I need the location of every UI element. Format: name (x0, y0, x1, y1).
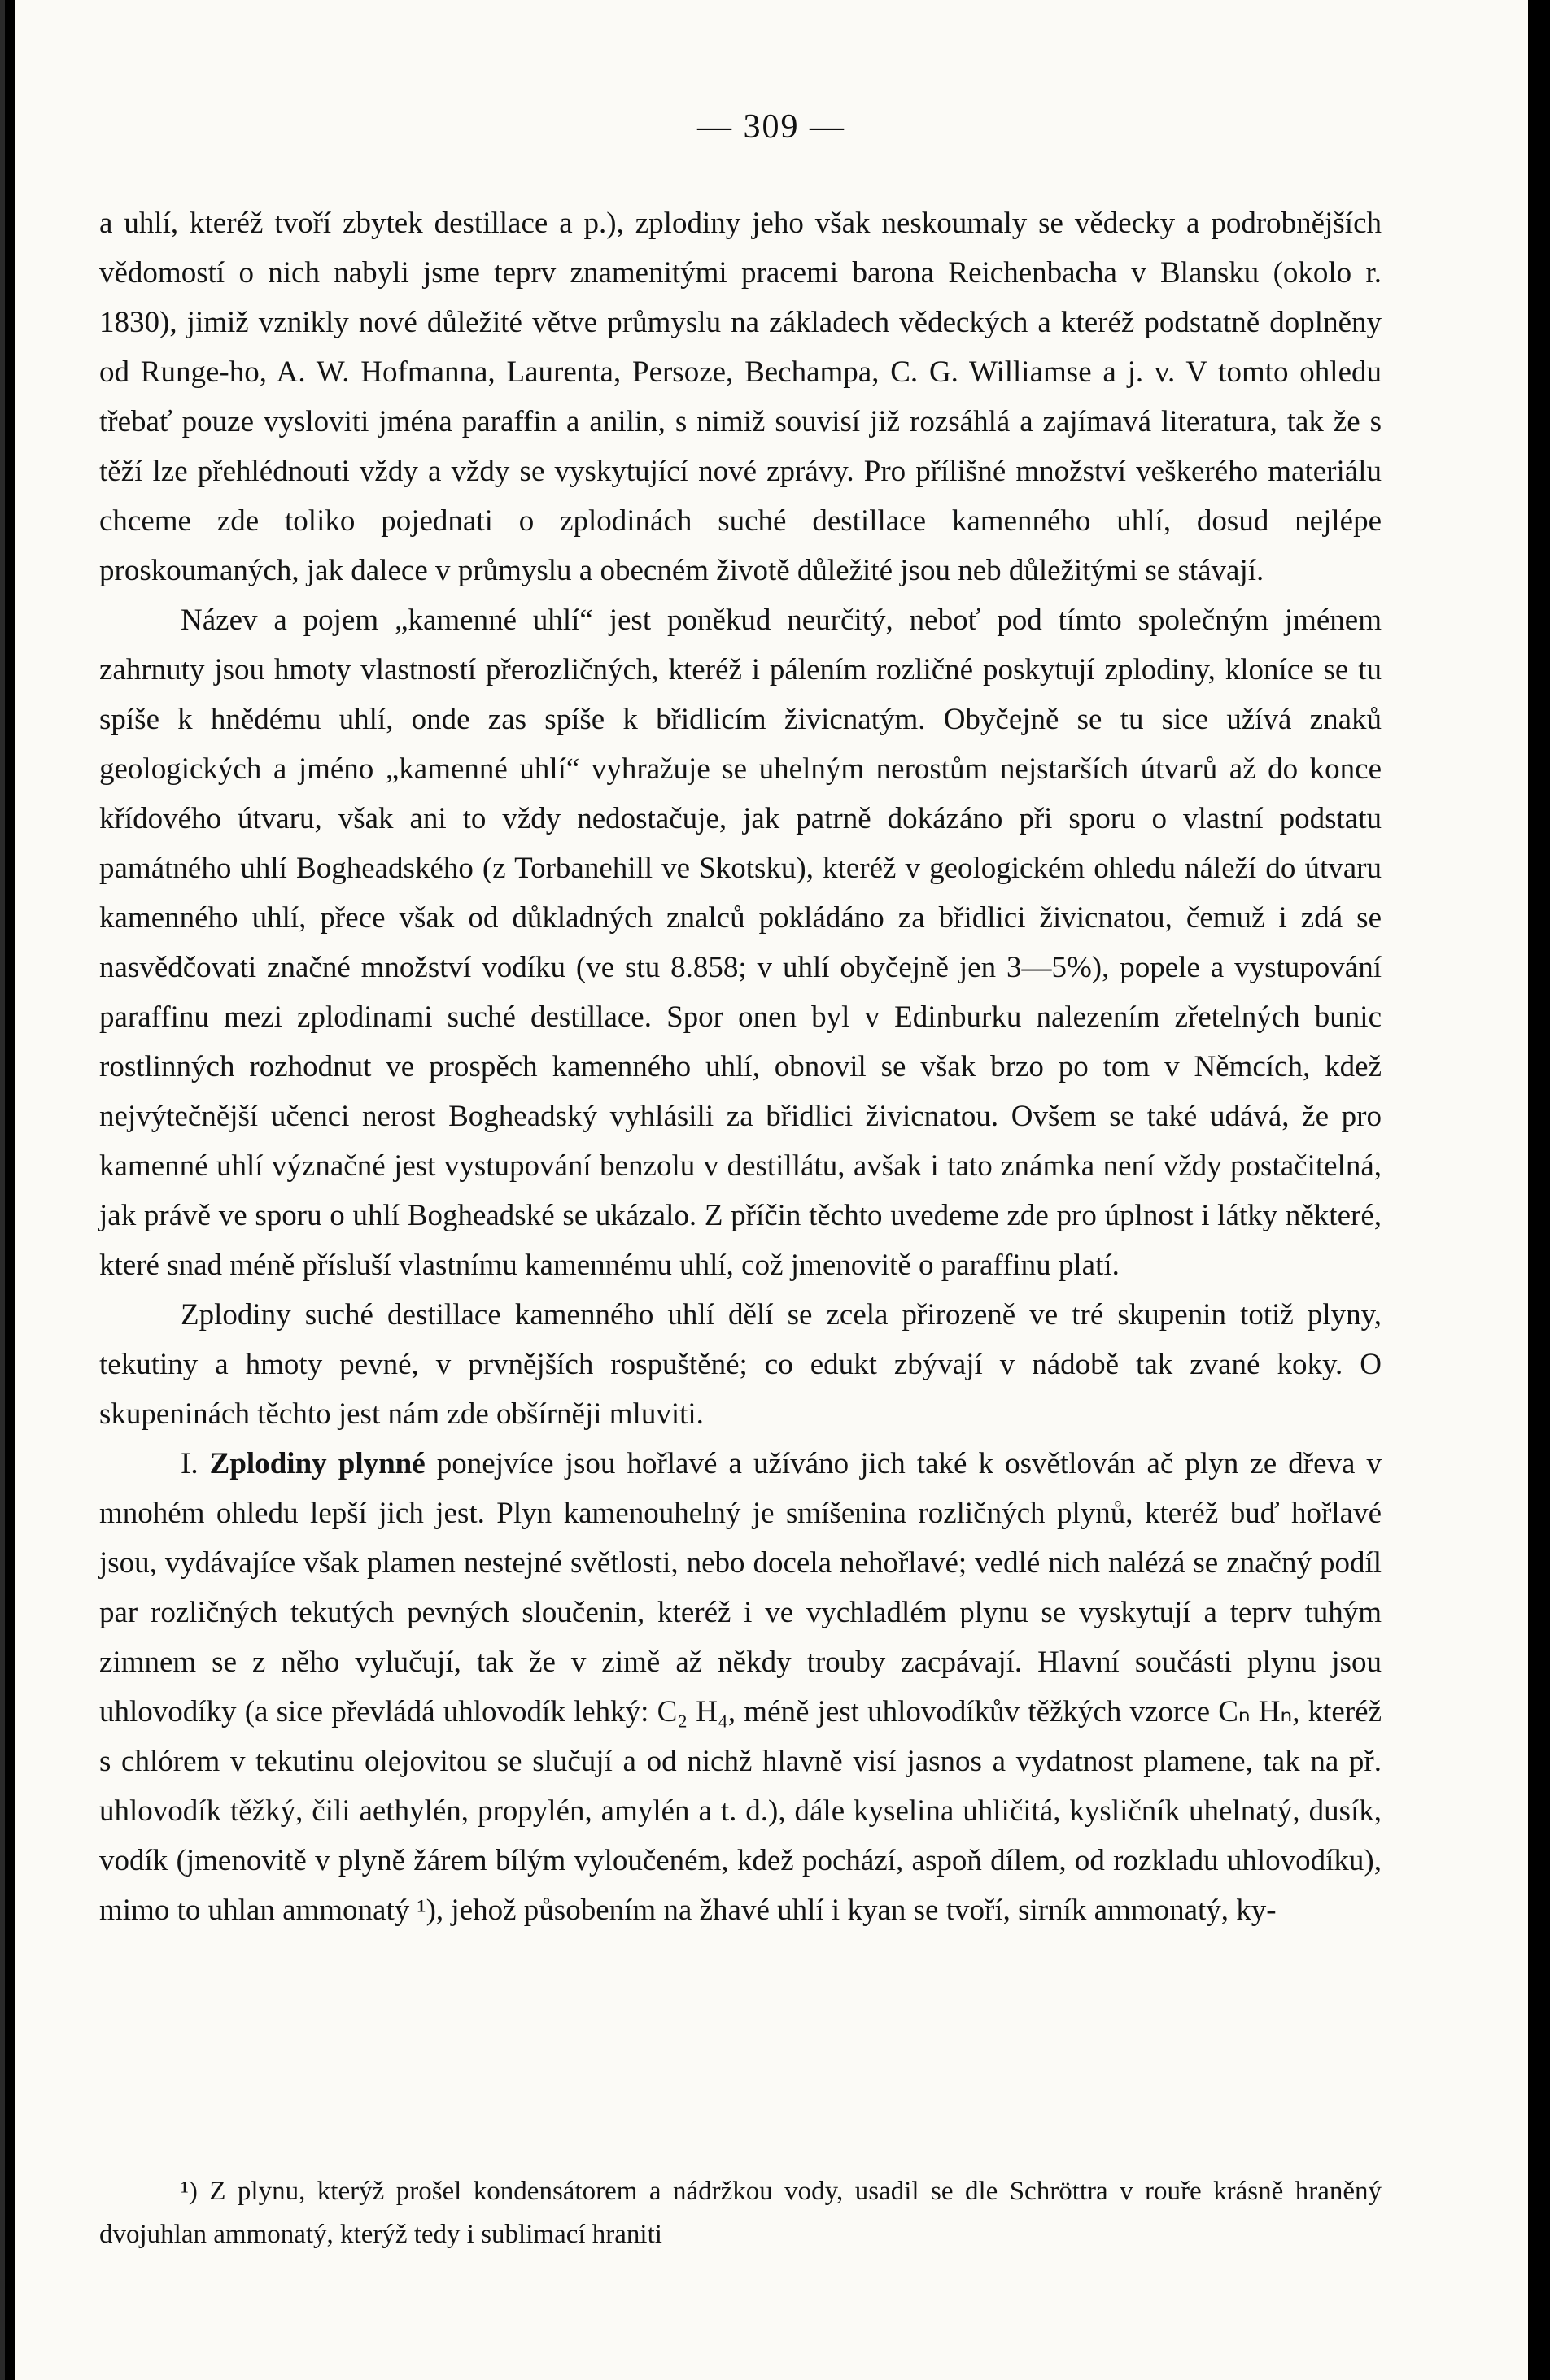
scan-edge (0, 0, 5, 2380)
section-number: I. (181, 1447, 199, 1480)
section-text: ponejvíce jsou hořlavé a užíváno jich také k osvětlován ač plyn ze dřeva v mnohém ohledu lepší jich jest. Plyn kamenouhelný je smíšenina rozličných plynů, kteréž buď hořlavé jsou, vydávajíce však plamen nestejné světlosti, nebo docela nehořlavé; vedlé nich nalézá se značný podíl par rozličných tekutých pevných sloučenin, kteréž i ve vychladlém plynu se vyskytují a teprv tuhým zimnem se z něho vylučují, tak že v zimě až někdy trouby zacpávají. Hlavní součásti plynu jsou uhlovodíky (a sice převládá uhlovodík lehký: C₂ H₄, méně jest uhlovodíkův těžkých vzorce Cₙ Hₙ, kteréž s chlórem v tekutinu olejovitou se slučují a od nichž hlavně visí jasnos a vydatnost plamene, tak na př. uhlovodík těžký, čili aethylén, propylén, amylén a t. d.), dále kyselina uhličitá, kysličník uhelnatý, dusík, vodík (jmenovitě v plyně žárem bílým vyloučeném, kdež pochází, aspoň dílem, od rozkladu uhlovodíku), mimo to uhlan ammonatý ¹), jehož působením na žhavé uhlí i kyan se tvoří, sirník ammonatý, ky- (99, 1447, 1382, 1927)
page-number: — 309 — (697, 108, 845, 146)
paragraph-2: Název a pojem „kamenné uhlí“ jest poněkud neurčitý, neboť pod tímto společným jménem zahrnuty jsou hmoty vlastností přerozličných, kteréž i pálením rozličné poskytují zplodiny, kloníce se tu spíše k hnědému uhlí, onde zas spíše k břidlicím živicnatým. Obyčejně se tu sice užívá znaků geologických a jméno „kamenné uhlí“ vyhražuje se uhelným nerostům nejstarších útvarů až do konce křídového útvaru, však ani to vždy nedostačuje, jak patrně dokázáno při sporu o vlastní podstatu památného uhlí Bogheadského (z Torbanehill ve Skotsku), kteréž v geologickém ohledu náleží do útvaru kamenného uhlí, přece však od důkladných znalců pokládáno za břidlici živicnatou, čemuž i zdá se nasvědčovati značné množství vodíku (ve stu 8.858; v uhlí obyčejně jen 3—5%), popele a vystupování paraffinu mezi zplodinami suché destillace. Spor onen byl v Edinburku nalezením zřetelných bunic rostlinných rozhodnut ve prospěch kamenného uhlí, obnovil se však brzo po tom v Němcích, kdež nejvýtečnější učenci nerost Bogheadský vyhlásili za břidlici živicnatou. Ovšem se také udává, že pro kamenné uhlí význačné jest vystupování benzolu v destillátu, avšak i tato známka není vždy postačitelná, jak právě ve sporu o uhlí Bogheadské se ukázalo. Z příčin těchto uvedeme zde pro úplnost i látky některé, které snad méně přísluší vlastnímu kamennému uhlí, což jmenovitě o paraffinu platí. (99, 604, 1382, 1282)
paragraph-3: Zplodiny suché destillace kamenného uhlí dělí se zcela přirozeně ve tré skupenin totiž plyny, tekutiny a hmoty pevné, v prvnějších rospuštěné; co edukt zbývají v nádobě tak zvané koky. O skupeninách těchto jest nám zde obšírněji mluviti. (99, 1298, 1382, 1431)
section-title: Zplodiny plynné (209, 1447, 426, 1480)
paragraph-1: a uhlí, kteréž tvoří zbytek destillace a p.), zplodiny jeho však neskoumaly se vědecky a podrobnějších vědomostí o nich nabyli jsme teprv znamenitými pracemi barona Reichenbacha v Blansku (okolo r. 1830), jimiž vznikly nové důležité větve průmyslu na základech vědeckých a kteréž podstatně doplněny od Runge-ho, A. W. Hofmanna, Laurenta, Persoze, Bechampa, C. G. Williamse a j. v. V tomto ohledu třebať pouze vysloviti jména paraffin a anilin, s nimiž souvisí již rozsáhlá a zajímavá literatura, tak že s těží lze přehlédnouti vždy a vždy se vyskytující nové zprávy. Pro přílišné množství veškerého materiálu chceme zde toliko pojednati o zplodinách suché destillace kamenného uhlí, dosud nejlépe proskoumaných, jak dalece v průmyslu a obecném životě důležité jsou neb důležitými se stávají. (99, 207, 1382, 587)
section-paragraph (99, 1439, 1382, 1935)
footnote-text: ¹) Z plynu, kterýž prošel kondensátorem a nádržkou vody, usadil se dle Schröttra v rouře krásně hraněný dvojuhlan ammonatý, kterýž tedy i sublimací hraniti (99, 2177, 1382, 2249)
footnote (99, 2170, 1382, 2256)
body-text (99, 198, 1382, 1935)
book-page (15, 0, 1528, 2380)
